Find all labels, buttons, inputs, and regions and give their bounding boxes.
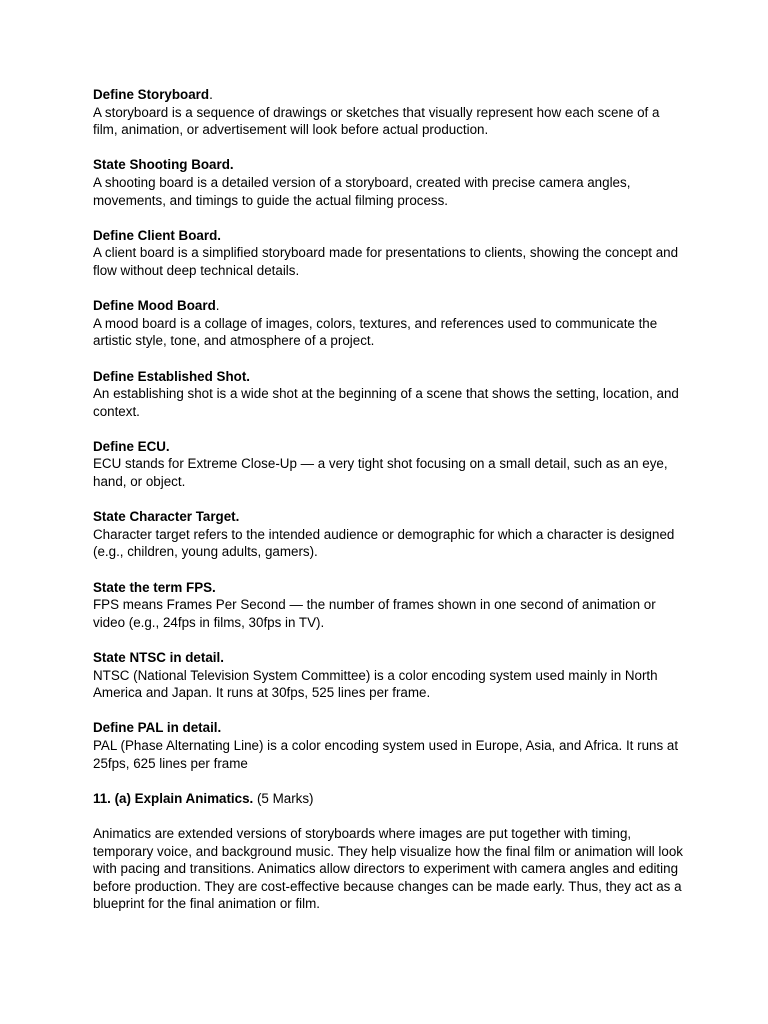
question-bold-text: Define Mood Board <box>93 298 216 314</box>
answer-text: NTSC (National Television System Committee) is a color encoding system used mainly in North America and Japan. It runs at 30fps, 525 lines per frame. <box>93 667 658 701</box>
question-bold-text: State the term FPS. <box>93 579 216 595</box>
answer-text: A mood board is a collage of images, colors, textures, and references used to communicate the artistic style, tone, and atmosphere of a project. <box>93 315 658 349</box>
question-bold-text: State NTSC in detail. <box>93 650 224 665</box>
answer-text: ECU stands for Extreme Close-Up — a very tight shot focusing on a small detail, such as an eye, hand, or object. <box>93 456 668 490</box>
answer-text: A storyboard is a sequence of drawings or sketches that visually represent how each scene of a film, animation, or advertisement will look before actual production. <box>93 104 660 138</box>
question-bold-text: State Character Target. <box>93 509 240 525</box>
question-heading <box>93 86 683 104</box>
question-heading <box>93 649 683 667</box>
qa-item-pal <box>93 719 683 772</box>
qa-item-mood-board <box>93 297 683 350</box>
answer-text: Character target refers to the intended audience or demographic for which a character is designed (e.g., children, young adults, gamers). <box>93 526 675 560</box>
question-trailing-text: . <box>209 87 213 102</box>
answer-text: A shooting board is a detailed version of a storyboard, created with precise camera angles, movements, and timings to guide the actual filming process. <box>93 174 631 208</box>
qa-item-ntsc <box>93 649 683 702</box>
section-heading-marks: (5 Marks) <box>253 790 314 806</box>
section-paragraph: Animatics are extended versions of storyboards where images are put together with timing, temporary voice, and background music. They help visualize how the final film or animation will look with pacing and transitions. Animatics allow directors to experiment with camera angles and editing before production. They are cost-effective because changes can be made early. Thus, they act as a blueprint for the final animation or film. <box>93 825 683 912</box>
question-bold-text: Define Client Board. <box>93 227 221 243</box>
answer-text: PAL (Phase Alternating Line) is a color encoding system used in Europe, Asia, and Africa. It runs at 25fps, 625 lines per frame <box>93 737 679 771</box>
answer-text: A client board is a simplified storyboard made for presentations to clients, showing the concept and flow without deep technical details. <box>93 245 679 278</box>
question-heading <box>93 508 683 526</box>
qa-item-client-board <box>93 227 683 280</box>
question-heading <box>93 579 683 597</box>
qa-item-character-target <box>93 508 683 561</box>
qa-item-ecu <box>93 438 683 491</box>
section-heading-bold: 11. (a) Explain Animatics. <box>93 790 254 806</box>
question-heading <box>93 368 683 386</box>
qa-item-shooting-board <box>93 156 683 209</box>
document-body <box>93 86 683 913</box>
question-bold-text: Define ECU. <box>93 438 170 454</box>
answer-text: An establishing shot is a wide shot at the beginning of a scene that shows the setting, location, and context. <box>93 386 679 419</box>
qa-item-fps <box>93 579 683 632</box>
question-trailing-text: . <box>215 298 220 314</box>
qa-item-established-shot <box>93 368 683 421</box>
question-bold-text: Define Established Shot. <box>93 368 250 384</box>
question-heading <box>93 438 683 456</box>
question-heading <box>93 156 683 174</box>
question-bold-text: Define PAL in detail. <box>93 720 222 736</box>
question-heading <box>93 297 683 315</box>
answer-text: FPS means Frames Per Second — the number of frames shown in one second of animation or video (e.g., 24fps in films, 30fps in TV). <box>93 597 656 630</box>
question-heading <box>93 719 683 737</box>
qa-item-storyboard <box>93 86 683 139</box>
section-heading-animatics <box>93 790 683 808</box>
question-bold-text: State Shooting Board. <box>93 157 234 173</box>
question-heading <box>93 227 683 245</box>
question-bold-text: Define Storyboard <box>93 87 210 102</box>
